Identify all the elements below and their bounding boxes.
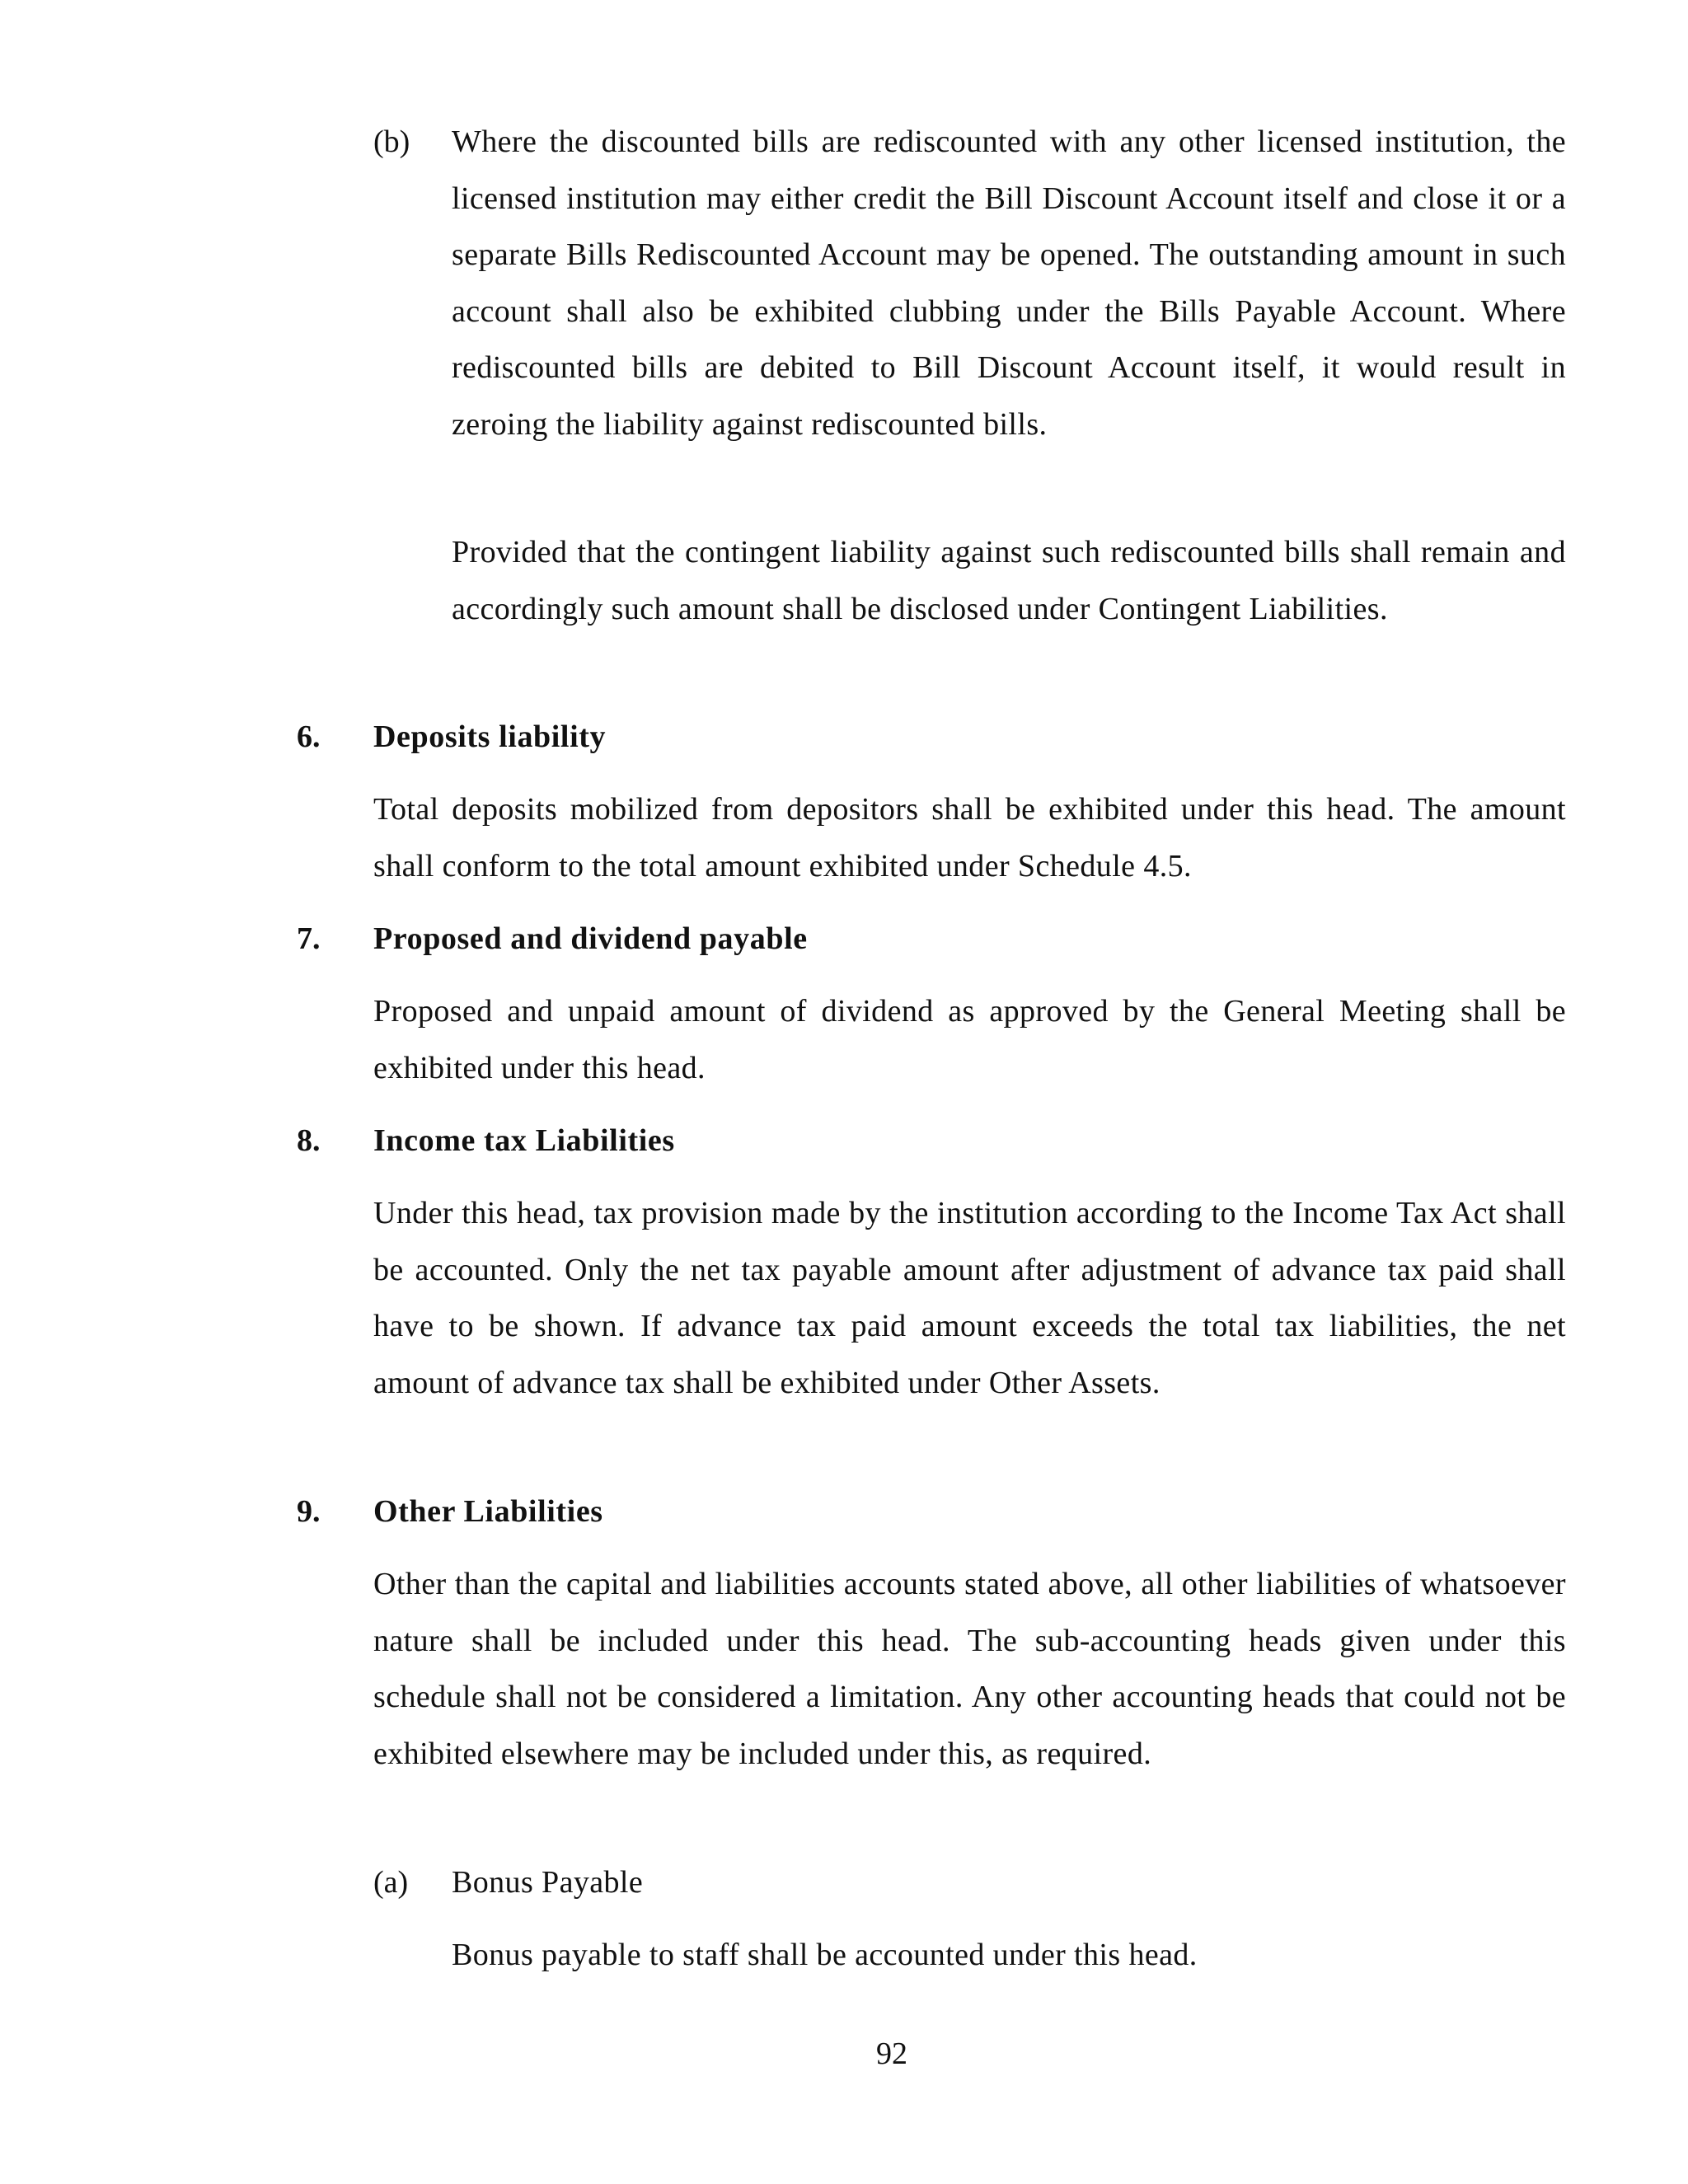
page-number: 92 (876, 2036, 907, 2071)
section-9-body: Other than the capital and liabilities accounts stated above, all other liabilities of whatsoever nature shall be included under this head. The sub-accounting heads given under this schedule shall not be considered a limitation. Any other accounting heads that could not be exhibited elsewhere may be included under this, as required. (373, 1567, 1566, 1771)
section-7-number: 7. (297, 921, 321, 956)
item-b-paragraph: Where the discounted bills are rediscounted with any other licensed institution, the licensed institution may either credit the Bill Discount Account itself and close it or a separate Bills Rediscounted Account may be opened. The outstanding amount in such account shall also be exhibited clubbing under the Bills Payable Account. Where rediscounted bills are debited to Bill Discount Account itself, it would result in zeroing the liability against rediscounted bills. (452, 124, 1566, 442)
section-6-title: Deposits liability (373, 719, 607, 754)
item-a-label: (a) (373, 1865, 409, 1900)
section-6-body: Total deposits mobilized from depositors shall be exhibited under this head. The amount shall conform to the total amount exhibited under Schedule 4.5. (373, 792, 1566, 883)
section-6-number: 6. (297, 719, 321, 754)
section-9-title: Other Liabilities (373, 1494, 603, 1529)
section-8-number: 8. (297, 1123, 321, 1158)
section-7-title: Proposed and dividend payable (373, 921, 808, 956)
section-8-body: Under this head, tax provision made by the institution according to the Income Tax Act shall be accounted. Only the net tax payable amount after adjustment of advance tax paid shall have to be shown. If advance tax paid amount exceeds the total tax liabilities, the net amount of advance tax shall be exhibited under Other Assets. (373, 1196, 1566, 1400)
section-7-body: Proposed and unpaid amount of dividend as approved by the General Meeting shall be exhibited under this head. (373, 994, 1566, 1085)
section-8-title: Income tax Liabilities (373, 1123, 675, 1158)
item-a-text: Bonus payable to staff shall be accounted under this head. (452, 1938, 1198, 1972)
section-9-number: 9. (297, 1494, 321, 1529)
item-b-label: (b) (373, 124, 410, 159)
item-a-title: Bonus Payable (452, 1865, 644, 1900)
item-b-proviso: Provided that the contingent liability against such rediscounted bills shall remain and accordingly such amount shall be disclosed under Contingent Liabilities. (452, 535, 1566, 626)
